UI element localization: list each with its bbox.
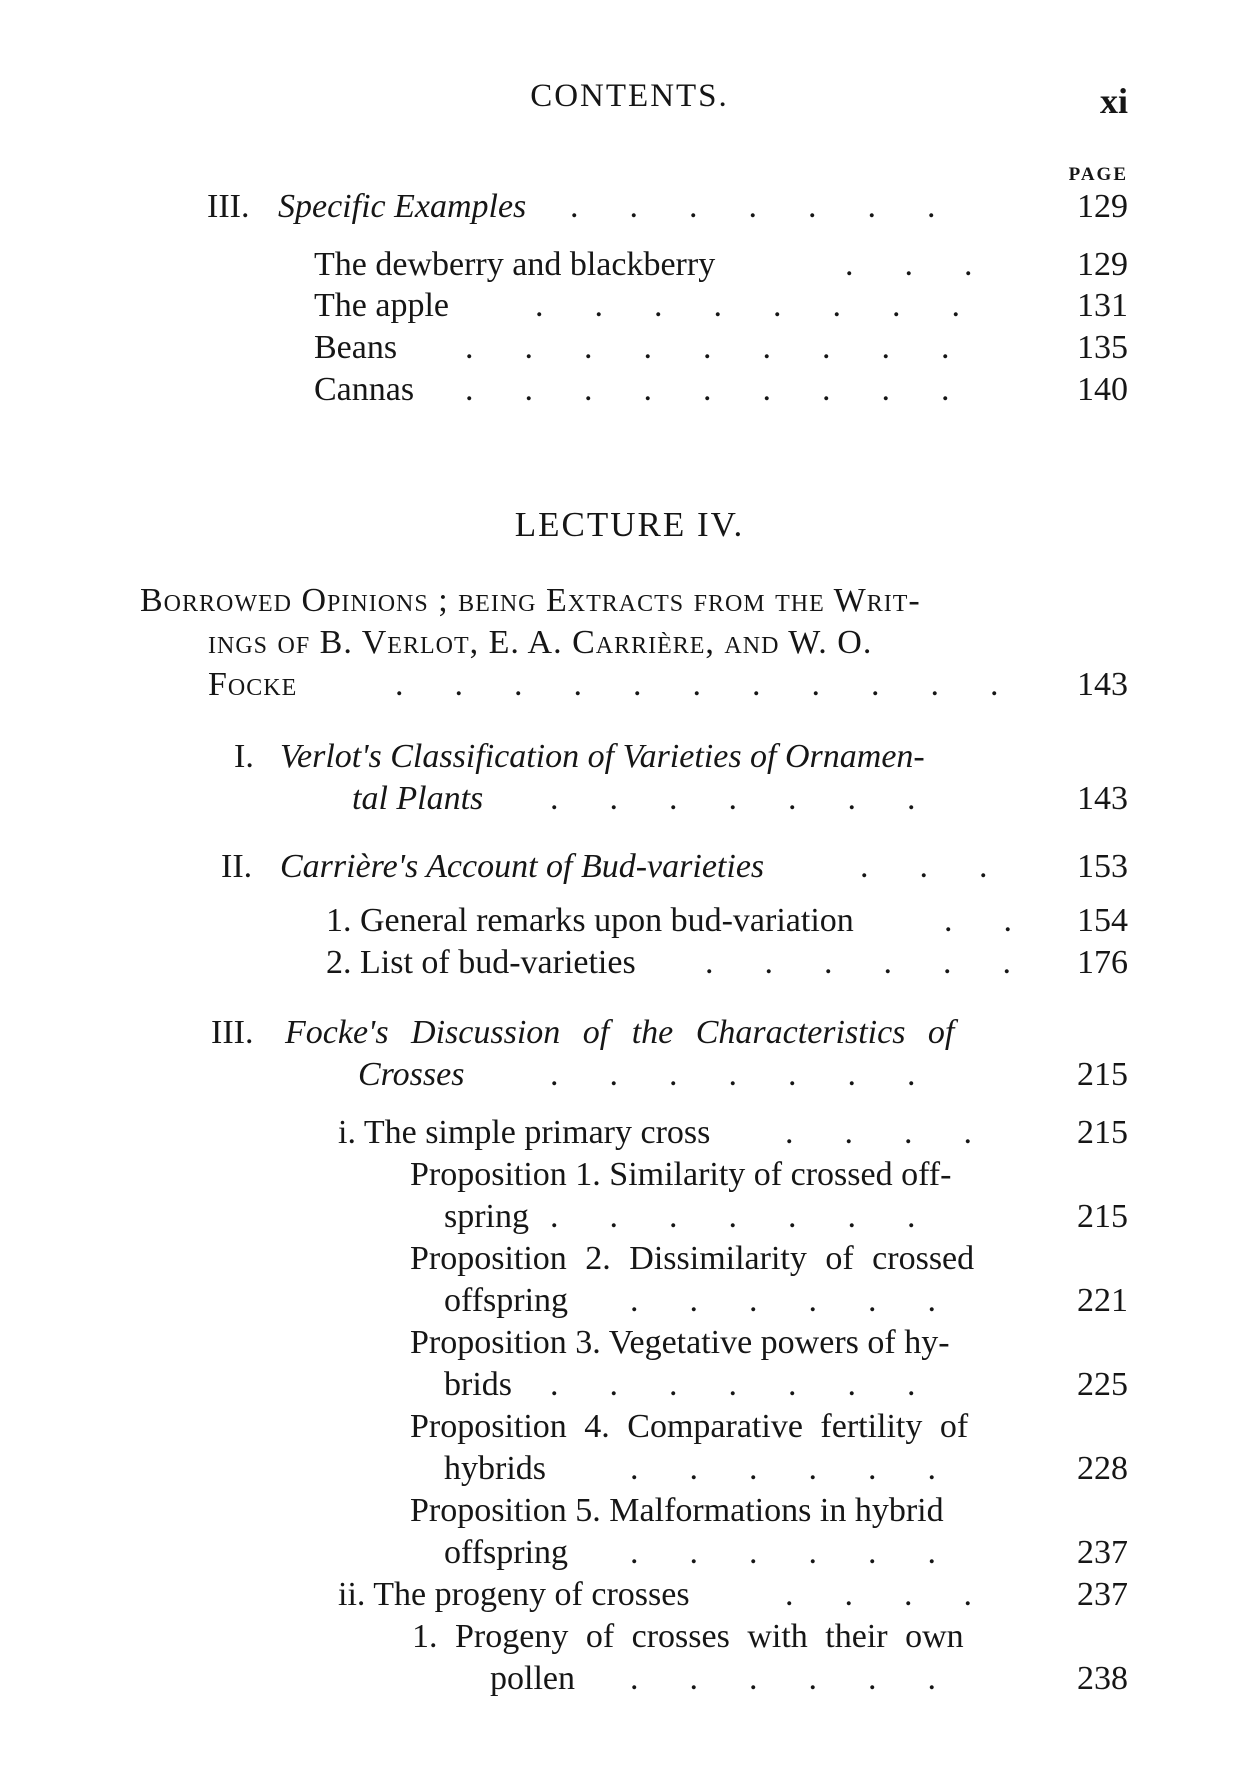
toc-leader-dots: . . . .	[785, 1114, 972, 1151]
toc-subentry-label: Beans	[314, 329, 398, 366]
proposition-line: Proposition 1. Similarity of crossed off-	[410, 1156, 952, 1193]
toc-part-numeral: I.	[234, 738, 254, 775]
toc-part-title: tal Plants	[352, 780, 484, 817]
proposition-line: offspring	[444, 1534, 569, 1571]
lecture-intro-line: ings of B. Verlot, E. A. Carrière, and W. O.	[208, 624, 873, 661]
toc-leader-dots: . . . . . . .	[550, 780, 916, 817]
toc-subentry-label: 2. List of bud-varieties	[326, 944, 636, 981]
toc-page-number: 238	[1077, 1660, 1128, 1697]
proposition-line: Proposition 3. Vegetative powers of hy-	[410, 1324, 950, 1361]
toc-subentry-label: Cannas	[314, 371, 415, 408]
toc-leader-dots: . . .	[845, 246, 973, 283]
toc-part-numeral: III.	[211, 1014, 254, 1051]
lecture-intro-line: Borrowed Opinions ; being Extracts from the Writ-	[140, 582, 921, 619]
toc-page-number: 215	[1077, 1056, 1128, 1093]
proposition-line: Proposition 5. Malformations in hybrid	[410, 1492, 944, 1529]
toc-part-title: Verlot's Classification of Varieties of Ornamen-	[280, 738, 925, 775]
toc-leader-dots: . . . . . . .	[550, 1198, 916, 1235]
toc-subentry-label: i. The simple primary cross	[338, 1114, 711, 1151]
toc-part-numeral: II.	[221, 848, 253, 885]
progeny-entry-line: pollen	[490, 1660, 575, 1697]
proposition-line: Proposition 2. Dissimilarity of crossed	[410, 1240, 975, 1277]
toc-page-number: 131	[1077, 287, 1128, 324]
toc-page-number: 237	[1077, 1576, 1128, 1613]
toc-page-number: 176	[1077, 944, 1128, 981]
lecture-heading: LECTURE IV.	[514, 505, 745, 544]
progeny-entry-line: 1. Progeny of crosses with their own	[412, 1618, 964, 1655]
toc-leader-dots: . . . . . . . .	[535, 287, 960, 324]
toc-leader-dots: . . . . . .	[630, 1660, 936, 1697]
toc-leader-dots: . . .	[860, 848, 988, 885]
toc-page-number: 237	[1077, 1534, 1128, 1571]
toc-page-number: 143	[1077, 666, 1128, 703]
toc-leader-dots: . . . . . . .	[550, 1366, 916, 1403]
toc-page-number: 129	[1077, 188, 1128, 225]
toc-leader-dots: . . . . . .	[630, 1534, 936, 1571]
toc-page-number: 135	[1077, 329, 1128, 366]
toc-page-number: 140	[1077, 371, 1128, 408]
toc-leader-dots: . . . . . .	[705, 944, 1011, 981]
toc-leader-dots: . .	[944, 902, 1012, 939]
toc-page-number: 154	[1077, 902, 1128, 939]
toc-page-number: 129	[1077, 246, 1128, 283]
toc-leader-dots: . . . . . . . . .	[465, 371, 950, 408]
proposition-line: brids	[444, 1366, 512, 1403]
toc-leader-dots: . . . . . . . . .	[465, 329, 950, 366]
lecture-intro-line: Focke	[208, 666, 298, 703]
page-folio: xi	[1099, 81, 1128, 121]
toc-page-number: 215	[1077, 1198, 1128, 1235]
toc-leader-dots: . . . . . .	[630, 1450, 936, 1487]
toc-page-number: 215	[1077, 1114, 1128, 1151]
toc-leader-dots: . . . .	[785, 1576, 972, 1613]
toc-page-number: 221	[1077, 1282, 1128, 1319]
proposition-line: spring	[444, 1198, 529, 1235]
running-header-title: CONTENTS.	[530, 78, 729, 114]
toc-entry-iii-title: Specific Examples	[278, 188, 527, 225]
toc-page-number: 143	[1077, 780, 1128, 817]
toc-leader-dots: . . . . . .	[630, 1282, 936, 1319]
toc-subentry-label: The apple	[314, 287, 449, 324]
toc-leader-dots: . . . . . . .	[550, 1056, 916, 1093]
toc-subentry-label: 1. General remarks upon bud-variation	[326, 902, 854, 939]
toc-subentry-label: ii. The progeny of crosses	[338, 1576, 690, 1613]
toc-part-title: Focke's Discussion of the Characteristics of	[285, 1014, 955, 1051]
proposition-line: offspring	[444, 1282, 569, 1319]
toc-page-number: 225	[1077, 1366, 1128, 1403]
toc-part-title: Crosses	[358, 1056, 465, 1093]
toc-page-number: 228	[1077, 1450, 1128, 1487]
toc-leader-dots: . . . . . . .	[570, 188, 936, 225]
toc-part-title: Carrière's Account of Bud-varieties	[280, 848, 765, 885]
page-column-label: PAGE	[1068, 164, 1128, 185]
toc-subentry-label: The dewberry and blackberry	[314, 246, 716, 283]
proposition-line: hybrids	[444, 1450, 546, 1487]
toc-leader-dots: . . . . . . . . . . .	[395, 666, 999, 703]
proposition-line: Proposition 4. Comparative fertility of	[410, 1408, 969, 1445]
toc-page-number: 153	[1077, 848, 1128, 885]
toc-entry-iii-numeral: III.	[207, 188, 250, 225]
